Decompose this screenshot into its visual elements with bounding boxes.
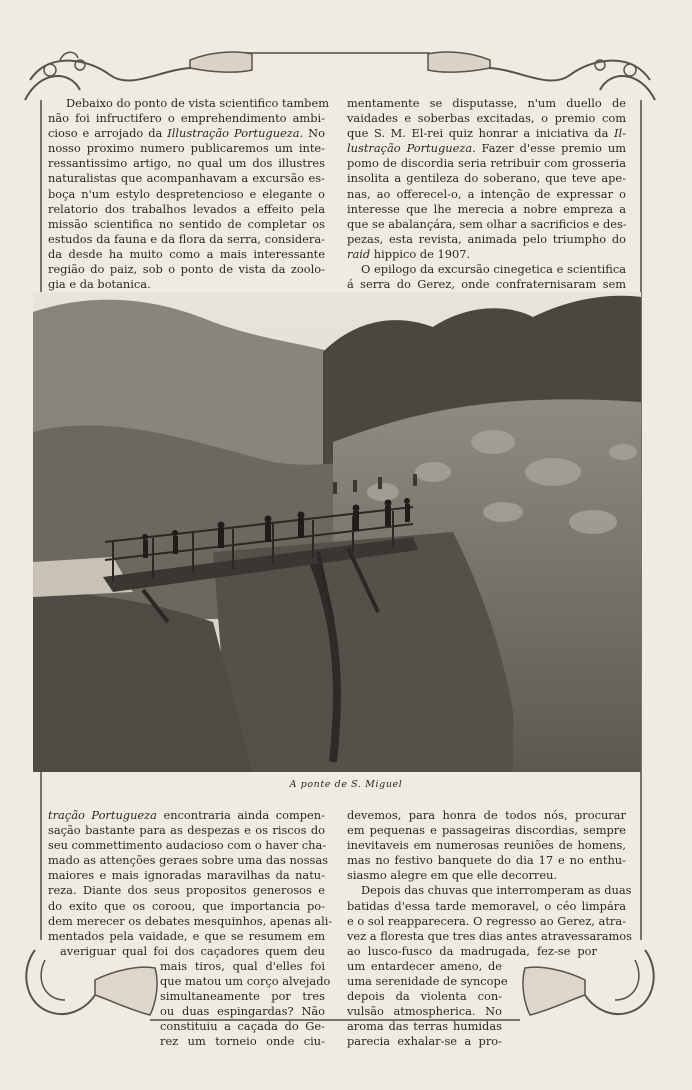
photo-illustration [33, 292, 641, 772]
text-line: uma serenidade de syncope [347, 974, 508, 989]
text-line: do exito que os coroou, que importancia po- [48, 898, 325, 913]
text-line: vulsão atmospherica. No [347, 1004, 502, 1019]
text-line: vaidades e soberbas excitadas, o premio com [347, 111, 626, 126]
text-line: e o sol reapparecera. O regresso ao Gerez, atra- [347, 913, 626, 928]
text-line: um entardecer ameno, de [347, 958, 502, 973]
text-line: insolita a gentileza do soberano, que teve ape- [347, 171, 626, 186]
column-left-bottom [48, 808, 333, 1050]
text-line: interesse que lhe merecia a nobre empreza a [347, 201, 626, 216]
text-line: estudos da fauna e da flora da serra, considera- [48, 231, 325, 246]
text-line: mentados pela vaidade, e que se resumem em [48, 928, 325, 943]
text-line: depois da violenta con- [347, 989, 502, 1004]
text-line: pomo de discordia seria retribuir com grosseria [347, 156, 626, 171]
text-line: á serra do Gerez, onde confraternisaram sem [347, 277, 626, 292]
text-line: maiores e mais ignoradas maravilhas da natu- [48, 868, 325, 883]
text-line: nosso proximo numero publicaremos um inte- [48, 141, 325, 156]
text-line: boça n'um estylo despretencioso e elegante o [48, 186, 325, 201]
photo-bridge [33, 292, 641, 772]
text-line: que matou um corço alvejado [160, 974, 331, 989]
text-line: nas, ao offerecel-o, a intenção de expressar o [347, 186, 626, 201]
text-line: parecia exhalar-se a pro- [347, 1034, 502, 1049]
text-line: ao lusco-fusco da madrugada, fez-se por [347, 943, 597, 958]
text-line: lustração Portugueza. Fazer d'esse premio um [347, 141, 626, 156]
text-line: relatorio dos trabalhos levados a effeito pela [48, 201, 325, 216]
text-line: da desde ha muito como a mais interessante [48, 246, 325, 261]
text-line: raid hippico de 1907. [347, 246, 471, 261]
text-line: mentamente se disputasse, n'um duello de [347, 96, 626, 110]
text-line: mado as attenções geraes sobre uma das nossas [48, 853, 328, 868]
text-line: Depois das chuvas que interromperam as duas [361, 883, 632, 898]
text-line: aroma das terras humidas [347, 1019, 502, 1034]
text-line: mais tiros, qual d'elles foi [160, 958, 325, 973]
text-line: rez um torneio onde ciu- [160, 1034, 325, 1049]
text-line: ressantissimo artigo, no qual um dos illustres [48, 156, 325, 171]
text-line: constituiu a caçada do Ge- [160, 1019, 325, 1034]
text-line: sação bastante para as despezas e os riscos do [48, 823, 325, 838]
text-line: vez a floresta que tres dias antes atravessaramos [347, 928, 633, 943]
frame-top-line [230, 52, 430, 54]
text-line: simultaneamente por tres [160, 989, 325, 1004]
text-line: pezas, esta revista, animada pelo triumpho do [347, 231, 626, 246]
text-line: cioso e arrojado da Illustração Portugueza. No [48, 126, 325, 141]
text-line: O epilogo da excursão cinegetica e scientifica [361, 262, 626, 277]
text-line: gia e da botanica. [48, 277, 151, 292]
text-line: batidas d'essa tarde memoravel, o céo limpára [347, 898, 626, 913]
text-line: em pequenas e passageiras discordias, sempre [347, 823, 626, 838]
text-line: ou duas espingardas? Não [160, 1004, 325, 1019]
text-line: tração Portugueza encontraria ainda compen- [48, 808, 325, 822]
column-right-bottom [347, 808, 633, 1050]
text-line: averiguar qual foi dos caçadores quem deu [60, 943, 325, 958]
text-line: não foi infructifero o emprehendimento ambi- [48, 111, 325, 126]
text-line: mas no festivo banquete do dia 17 e no enthu- [347, 853, 626, 868]
text-line: siasmo alegre em que elle decorreu. [347, 868, 558, 883]
text-line: dem merecer os debates mesquinhos, apenas ali- [48, 913, 333, 928]
text-line: Debaixo do ponto de vista scientifico tambem [66, 96, 330, 110]
text-line: seu commettimento audacioso com o haver cha- [48, 838, 327, 853]
text-line: missão scientifica no sentido de completar os [48, 216, 325, 231]
text-line: que se abalançára, sem olhar a sacrificios e des- [347, 216, 627, 231]
text-line: devemos, para honra de todos nós, procurar [347, 808, 626, 822]
text-line: que S. M. El-rei quiz honrar a iniciativa da Il- [347, 126, 626, 141]
text-line: naturalistas que acompanhavam a excursão es- [48, 171, 325, 186]
photo-caption: A ponte de S. Miguel [289, 779, 403, 790]
text-line: inevitaveis em numerosas reuniões de homens, [347, 838, 626, 853]
text-line: reza. Diante dos seus propositos generosos e [48, 883, 325, 898]
text-line: região do paiz, sob o ponto de vista da zoolo- [48, 262, 325, 277]
